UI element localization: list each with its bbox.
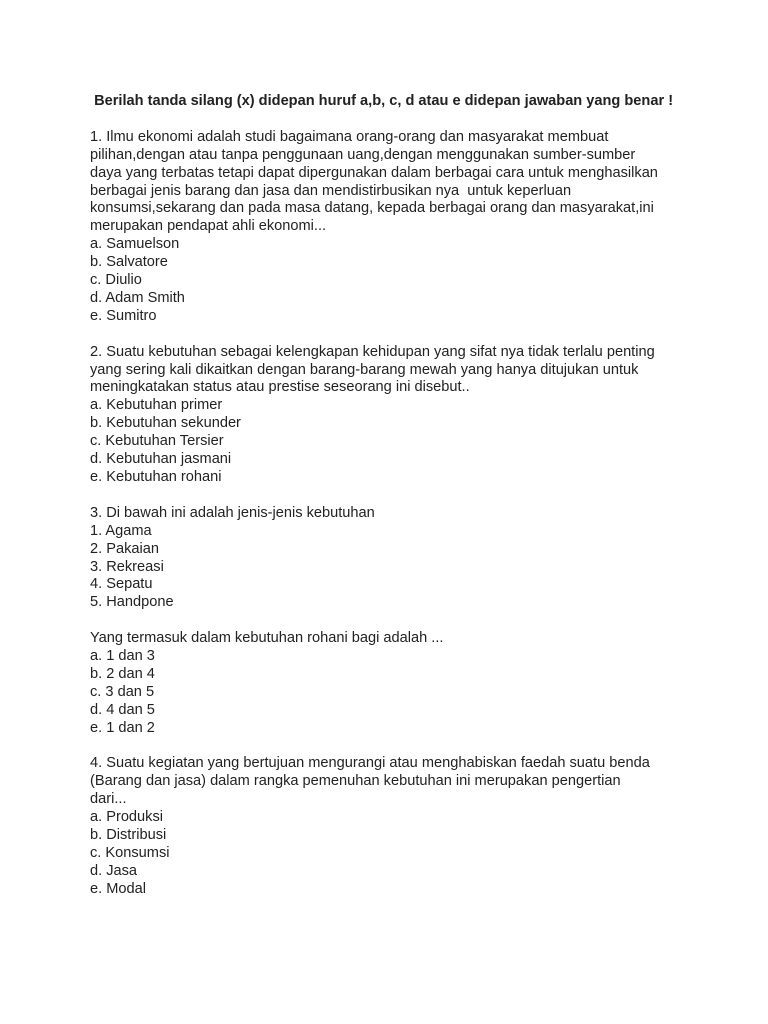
question-stem-line: konsumsi,sekarang dan pada masa datang, kepada berbagai orang dan masyarakat,ini bbox=[90, 200, 654, 217]
question-4 bbox=[90, 755, 690, 898]
answer-option: d. Kebutuhan jasmani bbox=[90, 451, 232, 468]
question-stem-line: merupakan pendapat ahli ekonomi... bbox=[90, 218, 327, 235]
question-stem-line: yang sering kali dikaitkan dengan barang-barang mewah yang hanya ditujukan untuk bbox=[90, 361, 639, 378]
answer-option: d. Adam Smith bbox=[90, 289, 185, 306]
answer-option: c. Diulio bbox=[90, 272, 142, 289]
need-list-item: 3. Rekreasi bbox=[90, 558, 164, 575]
answer-option: b. Kebutuhan sekunder bbox=[90, 415, 241, 432]
answer-option: a. 1 dan 3 bbox=[90, 648, 155, 665]
answer-option: c. Kebutuhan Tersier bbox=[90, 433, 224, 450]
answer-option: c. Konsumsi bbox=[90, 844, 170, 861]
question-1 bbox=[90, 129, 690, 326]
question-stem-line: dari... bbox=[90, 791, 127, 808]
question-stem-line: 3. Di bawah ini adalah jenis-jenis kebutuhan bbox=[90, 504, 375, 521]
need-list-item: 2. Pakaian bbox=[90, 540, 159, 557]
answer-option: e. 1 dan 2 bbox=[90, 719, 155, 736]
answer-option: a. Samuelson bbox=[90, 236, 180, 253]
question-stem-line: 4. Suatu kegiatan yang bertujuan mengurangi atau menghabiskan faedah suatu benda bbox=[90, 755, 650, 772]
question-3 bbox=[90, 505, 690, 738]
answer-option: b. Distribusi bbox=[90, 827, 167, 844]
answer-option: a. Kebutuhan primer bbox=[90, 397, 223, 414]
answer-option: d. 4 dan 5 bbox=[90, 701, 155, 718]
answer-option: b. 2 dan 4 bbox=[90, 665, 155, 682]
question-stem-line: pilihan,dengan atau tanpa penggunaan uang,dengan menggunakan sumber-sumber bbox=[90, 146, 636, 163]
question-2 bbox=[90, 344, 690, 487]
need-list-item: 4. Sepatu bbox=[90, 576, 153, 593]
question-stem-line: 2. Suatu kebutuhan sebagai kelengkapan kehidupan yang sifat nya tidak terlalu penting bbox=[90, 343, 655, 360]
question-stem-line: daya yang terbatas tetapi dapat dipergunakan dalam berbagai cara untuk menghasilkan bbox=[90, 164, 658, 181]
need-list-item: 1. Agama bbox=[90, 522, 152, 539]
question-stem-line: berbagai jenis barang dan jasa dan mendistirbusikan nya untuk keperluan bbox=[90, 182, 572, 199]
question-stem-line: 1. Ilmu ekonomi adalah studi bagaimana orang-orang dan masyarakat membuat bbox=[90, 128, 609, 145]
document-page bbox=[90, 93, 690, 899]
need-list-item: 5. Handpone bbox=[90, 594, 174, 611]
question-stem-line: (Barang dan jasa) dalam rangka pemenuhan kebutuhan ini merupakan pengertian bbox=[90, 773, 621, 790]
answer-option: e. Kebutuhan rohani bbox=[90, 469, 222, 485]
answer-option: e. Sumitro bbox=[90, 307, 157, 324]
answer-option: c. 3 dan 5 bbox=[90, 683, 155, 700]
answer-option: b. Salvatore bbox=[90, 254, 168, 271]
answer-option: d. Jasa bbox=[90, 862, 138, 879]
answer-option: a. Produksi bbox=[90, 809, 164, 826]
instruction-text: Berilah tanda silang (x) didepan huruf a,b, c, d atau e didepan jawaban yang benar ! bbox=[90, 93, 674, 109]
question-prompt: Yang termasuk dalam kebutuhan rohani bagi adalah ... bbox=[90, 630, 444, 647]
question-stem-line: meningkatakan status atau prestise seseorang ini disebut.. bbox=[90, 379, 470, 396]
answer-option: e. Modal bbox=[90, 880, 146, 897]
